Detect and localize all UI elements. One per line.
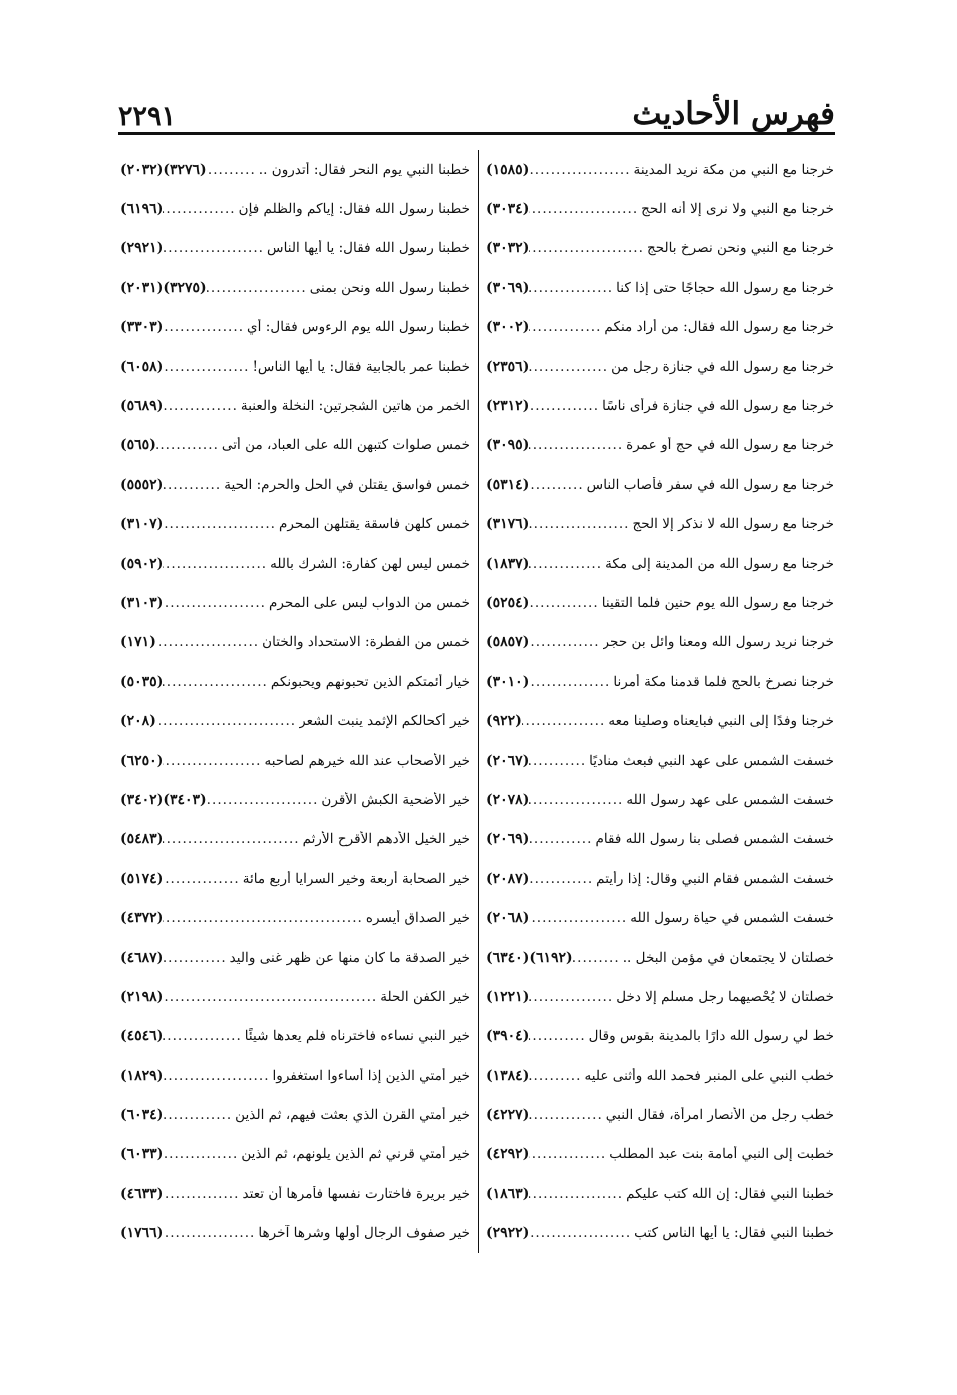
dot-leader — [522, 713, 609, 729]
hadith-number: (٣٩٠٤) — [486, 1028, 530, 1045]
hadith-number: (١٨٦٣) — [486, 1185, 530, 1202]
hadith-number: (١٢٢١) — [486, 988, 530, 1005]
index-entry — [120, 347, 470, 386]
dot-leader — [163, 516, 279, 532]
entry-text: خير صفوف الرجال أولها وشرها آخرها — [258, 1225, 470, 1242]
entry-text: خرجنا مع رسول الله في حج أو عمرة — [626, 437, 834, 454]
hadith-number: (٦٠٣٤) — [120, 1107, 164, 1124]
index-entry — [486, 623, 834, 662]
index-entry — [120, 426, 470, 465]
hadith-number: (٦١٩٦) — [120, 201, 164, 218]
entry-text: خمس فواسق يقتلن في الحل والحرم: الحية — [224, 476, 470, 493]
page-header — [118, 78, 835, 130]
entry-text: خرجنا مع رسول الله لا نذكر إلا الحج — [632, 516, 834, 533]
index-entry — [486, 505, 834, 544]
hadith-number: (٩٢٢) — [486, 713, 522, 730]
dot-leader — [529, 595, 601, 611]
dot-leader — [529, 1107, 605, 1123]
hadith-number: (٥٥٥٢) — [120, 476, 164, 493]
dot-leader — [163, 319, 247, 335]
hadith-number: (٥١٧٤) — [120, 870, 164, 887]
entry-text: خيار أئمتكم الذين تحبونهم ويحبونكم — [270, 673, 470, 690]
index-entry — [120, 820, 470, 859]
dot-leader — [529, 556, 605, 572]
hadith-number: (٥٦٨٩) — [120, 398, 164, 415]
entry-text: خمس من الدواب ليس على المحرم — [268, 594, 470, 611]
entry-text: خسفت الشمس على عهد رسول الله — [626, 791, 834, 808]
hadith-number: (١٨٣٧) — [486, 555, 530, 572]
index-entry — [486, 977, 834, 1016]
dot-leader — [207, 280, 310, 296]
entry-text: خطبنا رسول الله فقال: إياكم والظلم فإن — [238, 201, 470, 218]
index-entry — [120, 386, 470, 425]
entry-text: خطبنا النبي يوم النحر فقال: أتدرون .. — [258, 161, 470, 178]
header-rule — [118, 132, 835, 135]
dot-leader — [573, 950, 623, 966]
hadith-number: (٤٥٤٦) — [120, 1028, 164, 1045]
dot-leader — [207, 162, 259, 178]
entry-text: خرجنا مع رسول الله في جنازة فرأى ناسًا — [602, 398, 834, 415]
hadith-number: (٢١٩٨) — [120, 988, 164, 1005]
hadith-number: (٣٠٩٥) — [486, 437, 530, 454]
index-entry — [120, 701, 470, 740]
index-entry — [486, 189, 834, 228]
hadith-number: (٣٢٧٥)(٢٠٣١) — [120, 279, 207, 296]
entry-text: خير أمتي قرني ثم الذين يلونهم، ثم الذين — [241, 1146, 470, 1163]
hadith-number: (١٧٦٦) — [120, 1225, 164, 1242]
index-entry — [486, 347, 834, 386]
entry-text: خرجنا وفدًا إلى النبي فبايعناه وصلينا معه — [608, 713, 834, 730]
dot-leader — [529, 634, 602, 650]
index-entry — [120, 505, 470, 544]
dot-leader — [529, 910, 630, 926]
index-entry — [120, 544, 470, 583]
entry-text: خط لي رسول الله دارًا بالمدينة بقوس وقال — [588, 1028, 834, 1045]
entry-text: خطبنا رسول الله ونحن بمنى — [309, 279, 470, 296]
dot-leader — [529, 240, 647, 256]
index-entry — [120, 465, 470, 504]
entry-text: خرجنا مع رسول الله من المدينة إلى مكة — [605, 555, 834, 572]
dot-leader — [207, 792, 322, 808]
entry-text: خسفت الشمس فصلى بنا رسول الله فقام — [595, 831, 834, 848]
hadith-number: (٥٦٥) — [120, 437, 156, 454]
hadith-number: (٢٣١٢) — [486, 398, 530, 415]
hadith-number: (٤٦٨٧) — [120, 949, 164, 966]
dot-leader — [163, 1186, 242, 1202]
entry-text: خرجنا نصرخ بالحج فلما قدمنا مكة أمرنا — [613, 673, 834, 690]
hadith-number: (٣١٧٦) — [486, 516, 530, 533]
entry-text: خير الأصحاب عند الله خيرهم لصاحبه — [264, 752, 470, 769]
hadith-number: (٢٩٢٢) — [486, 1225, 530, 1242]
entry-text: خطبنا النبي فقال: يا أيها الناس كتب — [634, 1225, 834, 1242]
hadith-number: (٥٩٠٢) — [120, 555, 164, 572]
index-entry — [120, 741, 470, 780]
hadith-number: (٤٢٩٢) — [486, 1146, 530, 1163]
dot-leader — [163, 831, 302, 847]
hadith-number: (٦٠٣٣) — [120, 1146, 164, 1163]
index-entry — [120, 977, 470, 1016]
index-entry — [486, 1056, 834, 1095]
index-entry — [120, 1174, 470, 1213]
hadith-number: (٥٠٣٥) — [120, 673, 164, 690]
index-entry — [486, 741, 834, 780]
hadith-number: (٣١٠٧) — [120, 516, 164, 533]
dot-leader — [163, 1225, 258, 1241]
dot-leader — [529, 477, 586, 493]
dot-leader — [529, 1186, 626, 1202]
hadith-number: (٣٠٣٢) — [486, 240, 530, 257]
index-entry — [486, 662, 834, 701]
entry-text: خير بريرة فاختارت نفسها فأمرها أن تعتد — [242, 1185, 470, 1202]
dot-leader — [529, 359, 611, 375]
column-divider — [478, 150, 479, 1253]
entry-text: خرجنا مع النبي من مكة نريد المدينة — [633, 161, 834, 178]
index-entry — [486, 1095, 834, 1134]
entry-text: خرجنا مع النبي ولا نرى إلا أنه الحج — [641, 201, 834, 218]
dot-leader — [529, 437, 626, 453]
index-entry — [486, 780, 834, 819]
entry-text: خرجنا مع رسول الله يوم حنين فلما التقينا — [601, 594, 834, 611]
hadith-number: (٥٣١٤) — [486, 476, 530, 493]
entry-text: خطب النبي على المنبر فحمد الله وأثنى عليه — [584, 1067, 834, 1084]
index-entry — [486, 859, 834, 898]
index-entry — [486, 898, 834, 937]
hadith-number: (١٥٨٥) — [486, 161, 530, 178]
hadith-number: (٢٠٦٩) — [486, 831, 530, 848]
entry-text: خسفت الشمس فقام النبي وقال: إذا رأيتم — [596, 870, 834, 887]
entry-text: خير الخيل الأدهم الأقرح الأرثم — [302, 831, 470, 848]
hadith-number: (٣٣٠٣) — [120, 319, 164, 336]
dot-leader — [529, 280, 616, 296]
entry-text: خطبنا رسول الله فقال: يا أيها الناس — [266, 240, 470, 257]
index-entry — [486, 1174, 834, 1213]
entry-text: خطبنا رسول الله يوم الرءوس فقال: أي — [247, 319, 470, 336]
entry-text: خصلتان لا يُحْصيهما رجل مسلم إلا دخل — [616, 988, 834, 1005]
index-entry — [486, 150, 834, 189]
entry-text: خمس صلوات كتبهن الله على العباد، من أتى — [221, 437, 470, 454]
entry-text: خرجنا مع رسول الله في جنازة رجل من — [611, 358, 834, 375]
dot-leader — [156, 634, 262, 650]
dot-leader — [156, 437, 222, 453]
index-entry — [120, 662, 470, 701]
entry-text: خير أكحالكم الإثمد ينبت الشعر — [299, 713, 470, 730]
dot-leader — [529, 516, 632, 532]
entry-text: خرجنا مع رسول الله في سفر فأصاب الناس — [586, 476, 834, 493]
entry-text: خرجنا مع النبي ونحن نصرخ بالحج — [646, 240, 834, 257]
dot-leader — [163, 950, 229, 966]
hadith-number: (٤٦٣٣) — [120, 1185, 164, 1202]
hadith-number: (٣١٠٣) — [120, 594, 164, 611]
left-column — [120, 150, 470, 1253]
dot-leader — [163, 753, 264, 769]
hadith-number: (٢٠٦٨) — [486, 910, 530, 927]
dot-leader — [529, 831, 595, 847]
dot-leader — [163, 240, 267, 256]
index-entry — [120, 1056, 470, 1095]
hadith-number: (٥٢٥٤) — [486, 594, 530, 611]
page-title: فهرس الأحاديث — [632, 96, 835, 132]
dot-leader — [163, 201, 238, 217]
dot-leader — [529, 753, 589, 769]
page-number: ٢٢٩١ — [118, 101, 177, 132]
dot-leader — [529, 674, 613, 690]
entry-text: خير أمتي القرن الذي بعثت فيهم، ثم الذين — [235, 1107, 470, 1124]
hadith-number: (٢٩٢١) — [120, 240, 164, 257]
dot-leader — [529, 871, 596, 887]
index-entry — [120, 308, 470, 347]
dot-leader — [529, 989, 616, 1005]
index-entry — [486, 1214, 834, 1253]
entry-text: خير الصداق أيسره — [365, 910, 470, 927]
entry-text: خرجنا مع رسول الله فقال: من أراد منكم — [604, 319, 834, 336]
index-entry — [120, 1135, 470, 1174]
hadith-number: (٢٠٧٨) — [486, 791, 530, 808]
entry-text: خسفت الشمس على عهد النبي فبعث مناديًا — [589, 752, 834, 769]
hadith-number: (١٨٢٩) — [120, 1067, 164, 1084]
hadith-number: (٣٠٣٤) — [486, 201, 530, 218]
hadith-number: (٣٠١٠) — [486, 673, 530, 690]
index-entry — [120, 229, 470, 268]
dot-leader — [529, 398, 602, 414]
hadith-number: (٣٢٧٦)(٢٠٣٢) — [120, 161, 207, 178]
hadith-number: (٢٠٦٧) — [486, 752, 530, 769]
index-entry — [120, 1017, 470, 1056]
index-entry — [486, 386, 834, 425]
dot-leader — [163, 910, 366, 926]
entry-text: خير الصدقة ما كان منها عن ظهر غنى واليد — [229, 949, 470, 966]
hadith-number: (٢٠٨) — [120, 713, 156, 730]
hadith-number: (٢٠٨٧) — [486, 870, 530, 887]
entry-text: خير الكفن الحلة — [380, 988, 470, 1005]
dot-leader — [529, 162, 633, 178]
entry-text: الخمر من هاتين الشجرتين: النخلة والعنبة — [240, 398, 470, 415]
entry-text: خير النبي نساءه فاخترناه فلم يعدها شيئًا — [244, 1028, 470, 1045]
index-entry — [120, 583, 470, 622]
dot-leader — [529, 319, 604, 335]
index-entry — [486, 583, 834, 622]
entry-text: خمس ليس لهن كفارة: الشرك بالله — [270, 555, 470, 572]
entry-text: خطب رجل من الأنصار امرأة، فقال النبي — [605, 1107, 834, 1124]
dot-leader — [163, 1068, 272, 1084]
index-entry — [486, 426, 834, 465]
index-entry — [120, 150, 470, 189]
dot-leader — [529, 1146, 609, 1162]
hadith-number: (٤٢٢٧) — [486, 1107, 530, 1124]
dot-leader — [529, 201, 641, 217]
index-entry — [486, 1017, 834, 1056]
dot-leader — [163, 674, 271, 690]
entry-text: خرجنا مع رسول الله حجاجًا حتى إذا كنا — [616, 279, 834, 296]
dot-leader — [163, 1146, 241, 1162]
hadith-number: (٢٣٥٦) — [486, 358, 530, 375]
index-entry — [120, 1095, 470, 1134]
dot-leader — [529, 1068, 584, 1084]
index-entry — [120, 938, 470, 977]
dot-leader — [163, 1107, 235, 1123]
entry-text: خصلتان لا يجتمعان في مؤمن البخل .. — [622, 949, 834, 966]
index-entry — [486, 820, 834, 859]
index-entry — [486, 465, 834, 504]
index-entry — [486, 268, 834, 307]
index-entry — [120, 780, 470, 819]
entry-text: خطبت إلى النبي أمامة بنت عبد المطلب — [609, 1146, 834, 1163]
index-entry — [486, 544, 834, 583]
index-entry — [120, 623, 470, 662]
hadith-number: (٤٣٧٢) — [120, 910, 164, 927]
index-entry — [486, 1135, 834, 1174]
entry-text: خمس من الفطرة: الاستحداد والختان — [262, 634, 470, 651]
hadith-number: (٣٠٦٩) — [486, 279, 530, 296]
dot-leader — [529, 1028, 588, 1044]
dot-leader — [163, 477, 224, 493]
dot-leader — [163, 989, 380, 1005]
dot-leader — [163, 556, 270, 572]
right-column — [486, 150, 834, 1253]
hadith-number: (١٣٨٤) — [486, 1067, 530, 1084]
hadith-number: (٥٨٥٧) — [486, 634, 530, 651]
dot-leader — [163, 359, 252, 375]
index-entry — [486, 701, 834, 740]
dot-leader — [163, 595, 269, 611]
hadith-number: (٣٠٠٢) — [486, 319, 530, 336]
dot-leader — [163, 871, 242, 887]
index-entry — [486, 229, 834, 268]
entry-text: خرجنا نريد رسول الله ومعنا وائل بن حجر — [602, 634, 834, 651]
entry-text: خير الأضحية الكبش الأقرن — [321, 791, 470, 808]
hadith-number: (١٧١) — [120, 634, 156, 651]
entry-text: خطبنا عمر بالجابية فقال: يا أيها الناس! — [252, 358, 470, 375]
index-entry — [120, 268, 470, 307]
index-entry — [120, 189, 470, 228]
hadith-number: (٦٢٥٠) — [120, 752, 164, 769]
entry-text: خير أمتي الذين إذا أساءوا استغفروا — [272, 1067, 470, 1084]
dot-leader — [529, 1225, 634, 1241]
entry-text: خسفت الشمس في حياة رسول الله — [630, 910, 834, 927]
hadith-number: (٦٠٥٨) — [120, 358, 164, 375]
hadith-number: (٦١٩٢)(٦٣٤٠) — [486, 949, 573, 966]
entry-text: خير الصحابة أربعة وخير السرايا أربع مائة — [242, 870, 470, 887]
dot-leader — [163, 1028, 244, 1044]
index-entry — [120, 859, 470, 898]
dot-leader — [156, 713, 299, 729]
dot-leader — [529, 792, 626, 808]
hadith-number: (٥٤٨٣) — [120, 831, 164, 848]
index-entry — [486, 308, 834, 347]
dot-leader — [163, 398, 241, 414]
entry-text: خطبنا النبي فقال: إن الله كتب عليكم — [626, 1185, 834, 1202]
entry-text: خمس كلهن فاسقة يقتلهن المحرم — [278, 516, 470, 533]
index-entry — [120, 1214, 470, 1253]
index-entry — [486, 938, 834, 977]
index-entry — [120, 898, 470, 937]
hadith-number: (٣٤٠٣)(٣٤٠٢) — [120, 791, 207, 808]
